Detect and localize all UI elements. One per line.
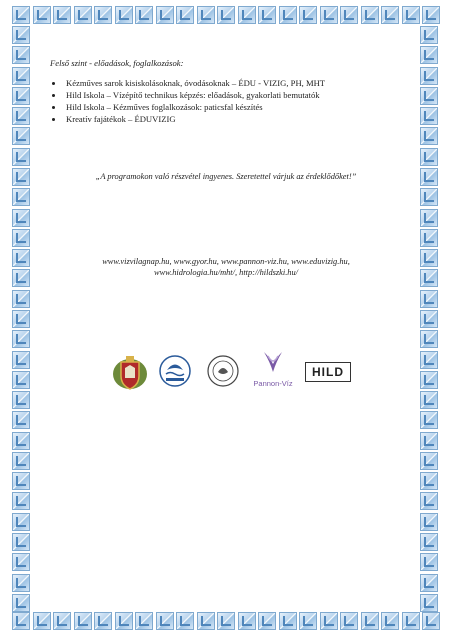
- border-tile: [420, 290, 438, 308]
- border-tile: [420, 513, 438, 531]
- border-tile: [420, 411, 438, 429]
- border-tile: [420, 188, 438, 206]
- border-tile: [12, 209, 30, 227]
- border-tile: [381, 6, 399, 24]
- border-tile: [94, 612, 112, 630]
- border-tile: [420, 209, 438, 227]
- border-tile: [12, 87, 30, 105]
- border-tile: [279, 612, 297, 630]
- border-tile: [12, 107, 30, 125]
- border-tile: [420, 127, 438, 145]
- border-tile: [238, 6, 256, 24]
- border-tile: [361, 612, 379, 630]
- border-tile: [12, 594, 30, 612]
- border-tile: [299, 6, 317, 24]
- border-tile: [53, 6, 71, 24]
- border-tile: [420, 452, 438, 470]
- border-tile: [420, 26, 438, 44]
- border-tile: [420, 168, 438, 186]
- border-tile: [420, 472, 438, 490]
- border-tile: [279, 6, 297, 24]
- border-tile: [156, 6, 174, 24]
- program-section: [50, 58, 402, 126]
- border-tile: [12, 330, 30, 348]
- gyor-coat-of-arms-logo: [110, 352, 150, 392]
- program-list: [50, 78, 402, 125]
- border-tile: [74, 612, 92, 630]
- border-tile: [381, 612, 399, 630]
- border-tile: [320, 6, 338, 24]
- mht-seal-logo: [206, 354, 240, 388]
- border-tile: [12, 26, 30, 44]
- border-tile: [340, 612, 358, 630]
- border-tile: [176, 6, 194, 24]
- border-tile: [156, 612, 174, 630]
- border-tile: [12, 46, 30, 64]
- list-item: • Kreatív fajátékok – ÉDUVIZIG: [64, 114, 402, 125]
- pannon-viz-drop-icon: [250, 350, 296, 376]
- border-tile: [115, 6, 133, 24]
- border-tile: [299, 612, 317, 630]
- list-item: • Kézműves sarok kisiskolásoknak, óvodásoknak – ÉDU - VIZIG, PH, MHT: [64, 78, 402, 89]
- border-tile: [420, 391, 438, 409]
- border-tile: [12, 290, 30, 308]
- border-tile: [12, 310, 30, 328]
- border-tile: [12, 148, 30, 166]
- pannon-viz-logo: [250, 350, 296, 392]
- border-tile: [402, 612, 420, 630]
- border-tile: [33, 6, 51, 24]
- invitation-quote: „A programokon való részvétel ingyenes. Szeretettel várjuk az érdeklődőket!”: [95, 172, 357, 181]
- border-tile: [12, 432, 30, 450]
- border-tile: [258, 6, 276, 24]
- border-tile: [420, 148, 438, 166]
- border-tile: [74, 6, 92, 24]
- border-tile: [12, 452, 30, 470]
- border-tile: [420, 310, 438, 328]
- border-tile: [420, 87, 438, 105]
- border-tile: [340, 6, 358, 24]
- border-tile: [238, 612, 256, 630]
- border-tile: [197, 6, 215, 24]
- border-tile: [420, 269, 438, 287]
- page-border-left: [12, 26, 32, 612]
- border-tile: [12, 612, 30, 630]
- border-tile: [12, 67, 30, 85]
- border-tile: [12, 472, 30, 490]
- border-tile: [361, 6, 379, 24]
- links-line[interactable]: www.vizvilagnap.hu, www.gyor.hu, www.pannon-viz.hu, www.eduvizig.hu,: [102, 257, 350, 266]
- border-tile: [420, 229, 438, 247]
- border-tile: [12, 127, 30, 145]
- page-border-right: [420, 26, 440, 612]
- border-tile: [420, 574, 438, 592]
- border-tile: [422, 612, 440, 630]
- border-tile: [420, 351, 438, 369]
- border-tile: [420, 492, 438, 510]
- eduvizig-logo: [158, 354, 192, 388]
- border-tile: [217, 6, 235, 24]
- border-tile: [12, 351, 30, 369]
- border-tile: [12, 371, 30, 389]
- border-tile: [420, 67, 438, 85]
- border-tile: [135, 6, 153, 24]
- links-line[interactable]: www.hidrologia.hu/mht/, http://hildszki.hu/: [153, 268, 298, 277]
- border-tile: [320, 612, 338, 630]
- page-border-bottom: [0, 612, 452, 632]
- border-tile: [12, 391, 30, 409]
- border-tile: [420, 553, 438, 571]
- border-tile: [420, 249, 438, 267]
- border-tile: [12, 188, 30, 206]
- pannon-viz-wordmark: Pannon-Víz: [253, 379, 293, 388]
- border-tile: [53, 612, 71, 630]
- border-tile: [12, 574, 30, 592]
- border-tile: [12, 553, 30, 571]
- border-tile: [197, 612, 215, 630]
- list-item: • Hild Iskola – Kézműves foglalkozások: paticsfal készítés: [64, 102, 402, 113]
- border-tile: [420, 533, 438, 551]
- hild-logo: HILD: [305, 362, 351, 382]
- border-tile: [420, 46, 438, 64]
- border-tile: [420, 594, 438, 612]
- border-tile: [12, 229, 30, 247]
- border-tile: [12, 513, 30, 531]
- border-tile: [402, 6, 420, 24]
- border-tile: [33, 612, 51, 630]
- website-links: [50, 256, 402, 278]
- border-tile: [176, 612, 194, 630]
- border-tile: [258, 612, 276, 630]
- border-tile: [12, 249, 30, 267]
- border-tile: [12, 411, 30, 429]
- border-tile: [12, 533, 30, 551]
- page-border-top: [0, 6, 452, 26]
- border-tile: [420, 107, 438, 125]
- border-tile: [12, 269, 30, 287]
- section-title: Felső szint - előadások, foglalkozások:: [50, 58, 184, 68]
- border-tile: [12, 168, 30, 186]
- border-tile: [420, 371, 438, 389]
- sponsor-logos: [100, 350, 362, 392]
- border-tile: [135, 612, 153, 630]
- list-item: • Hild Iskola – Vízépítő technikus képzés: előadások, gyakorlati bemutatók: [64, 90, 402, 101]
- border-tile: [420, 432, 438, 450]
- border-tile: [420, 330, 438, 348]
- border-tile: [217, 612, 235, 630]
- border-tile: [422, 6, 440, 24]
- border-tile: [12, 492, 30, 510]
- border-tile: [94, 6, 112, 24]
- border-tile: [115, 612, 133, 630]
- border-tile: [12, 6, 30, 24]
